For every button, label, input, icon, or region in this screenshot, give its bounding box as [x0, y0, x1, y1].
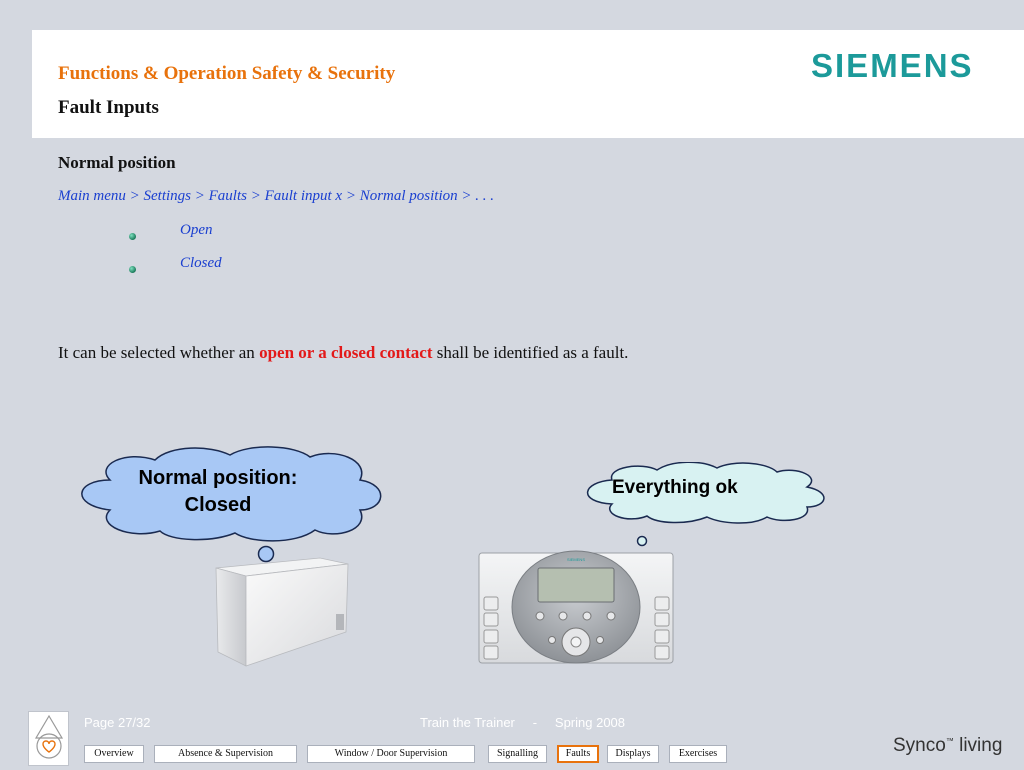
- sentence-part: shall be identified as a fault.: [432, 343, 629, 362]
- bubble-left-text: [118, 465, 318, 519]
- bullet-icon: [129, 233, 136, 240]
- option-closed: Closed: [180, 255, 222, 271]
- description-sentence: [58, 343, 628, 363]
- bubble-left-line1: Normal position:: [138, 467, 298, 489]
- sentence-highlight: open or a closed contact: [259, 343, 433, 362]
- nav-overview[interactable]: Overview: [84, 745, 144, 763]
- synco-living-logo: [893, 735, 1002, 757]
- nav-faults[interactable]: Faults: [557, 745, 599, 763]
- bubble-left-line2: Closed: [184, 494, 252, 516]
- slide-subtitle: Fault Inputs: [58, 97, 159, 118]
- nav-exercises[interactable]: Exercises: [669, 745, 727, 763]
- option-open: Open: [180, 222, 213, 238]
- event-name: Train the Trainer: [420, 715, 515, 730]
- slide-title: Functions & Operation Safety & Security: [58, 63, 396, 84]
- menu-path: Main menu > Settings > Faults > Fault input x > Normal position > . . .: [58, 188, 495, 204]
- nav-displays[interactable]: Displays: [607, 745, 659, 763]
- synco-brand: Synco: [893, 735, 946, 756]
- event-separator: -: [532, 715, 538, 730]
- event-season: Spring 2008: [554, 715, 626, 730]
- bubble-right-text: Everything ok: [612, 477, 738, 498]
- synco-suffix: living: [953, 735, 1003, 756]
- controller-brand: SIEMENS: [566, 557, 586, 562]
- nav-signalling[interactable]: Signalling: [488, 745, 547, 763]
- nav-window-door-supervision[interactable]: Window / Door Supervision: [307, 745, 475, 763]
- controller-image: [478, 550, 676, 666]
- nav-absence-supervision[interactable]: Absence & Supervision: [154, 745, 297, 763]
- synco-emblem-icon: [29, 712, 68, 765]
- siemens-logo: SIEMENS: [811, 47, 974, 84]
- footer-event: [420, 715, 625, 730]
- page-number: Page 27/32: [84, 715, 151, 730]
- trademark: ™: [945, 736, 954, 746]
- sentence-part: It can be selected whether an: [58, 343, 260, 362]
- freezer-image: [212, 556, 352, 668]
- section-heading: Normal position: [58, 153, 176, 172]
- bullet-icon: [129, 266, 136, 273]
- footer-logo: [28, 711, 69, 766]
